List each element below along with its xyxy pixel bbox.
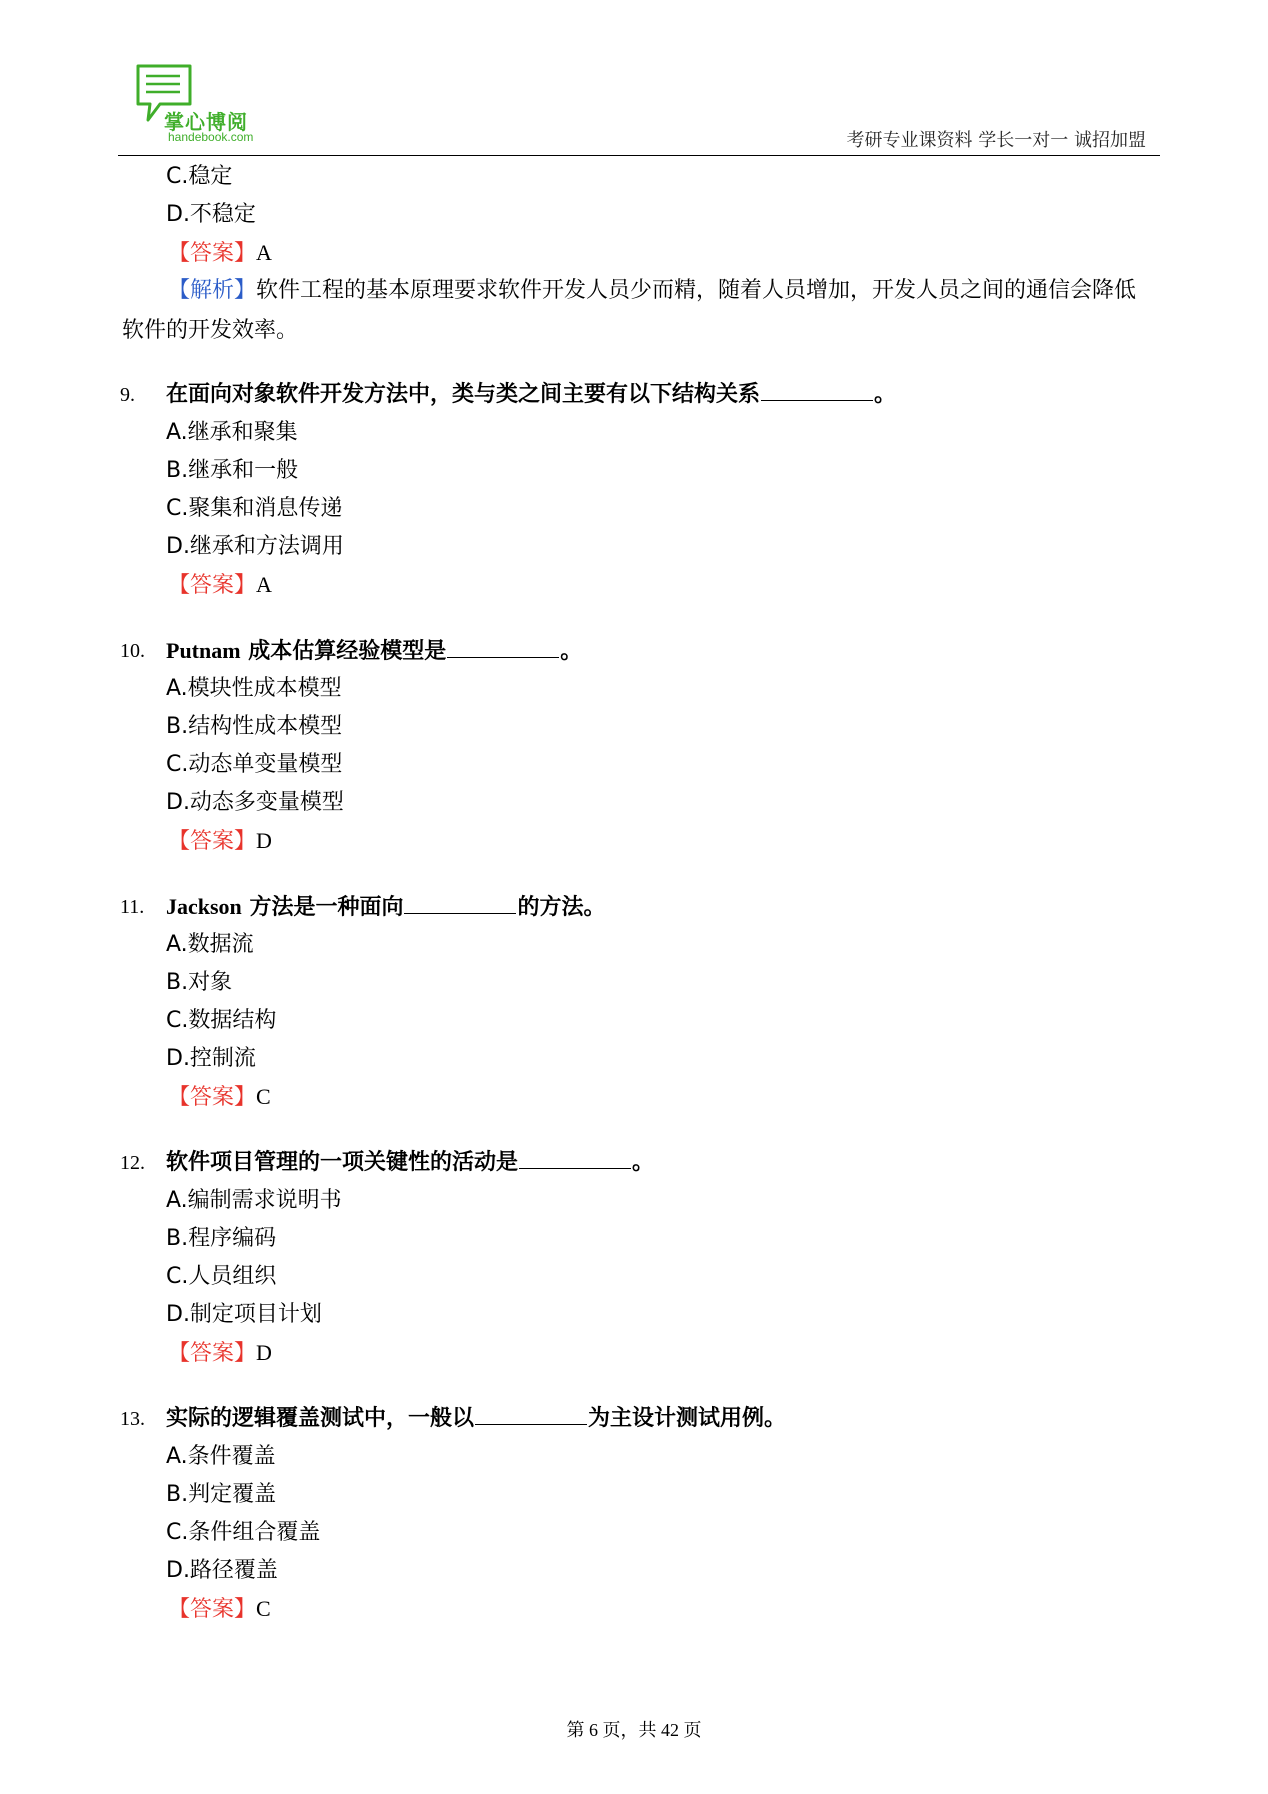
stem-latin-term: Putnam xyxy=(166,638,241,663)
header-divider xyxy=(118,155,1160,156)
option-c: C.聚集和消息传递 xyxy=(166,496,343,521)
answer-tag: 【答案】 xyxy=(168,829,257,854)
stem-text-end: 。 xyxy=(632,1150,655,1175)
answer-value: D xyxy=(256,828,272,853)
option-c: C.动态单变量模型 xyxy=(166,752,343,777)
question-number: 12. xyxy=(120,1152,145,1174)
option-a: A.继承和聚集 xyxy=(166,420,298,445)
question-number: 11. xyxy=(120,896,145,918)
option-b: B.继承和一般 xyxy=(166,458,299,483)
question-stem xyxy=(166,380,896,410)
stem-text-end: 。 xyxy=(560,639,583,664)
answer-line xyxy=(168,1338,272,1369)
option-c: C.条件组合覆盖 xyxy=(166,1520,321,1545)
answer-blank xyxy=(404,893,516,914)
answer-blank xyxy=(519,1148,631,1169)
option-a: A.模块性成本模型 xyxy=(166,676,342,701)
option-b: B.对象 xyxy=(166,970,233,995)
answer-tag: 【答案】 xyxy=(168,1597,257,1622)
answer-line xyxy=(168,826,272,857)
answer-blank xyxy=(447,637,559,658)
question-stem xyxy=(166,1404,786,1434)
option-a: A.编制需求说明书 xyxy=(166,1188,342,1213)
logo-brand-text: 掌心博阅 xyxy=(164,110,248,134)
option-d: D.不稳定 xyxy=(166,202,256,227)
option-c: C.人员组织 xyxy=(166,1264,277,1289)
answer-tag: 【答案】 xyxy=(168,573,257,598)
answer-line xyxy=(168,238,272,269)
answer-blank xyxy=(475,1404,587,1425)
option-d: D.继承和方法调用 xyxy=(166,534,344,559)
question-number: 13. xyxy=(120,1408,145,1430)
page-footer: 第 6 页，共 42 页 xyxy=(566,1720,702,1740)
stem-text: 软件项目管理的一项关键性的活动是 xyxy=(166,1150,519,1175)
option-d: D.控制流 xyxy=(166,1046,256,1071)
answer-tag: 【答案】 xyxy=(168,1085,257,1110)
answer-tag: 【答案】 xyxy=(168,1341,257,1366)
question-number: 9. xyxy=(120,384,135,406)
option-c: C.稳定 xyxy=(166,164,233,189)
answer-value: A xyxy=(256,240,272,265)
stem-text-end: 为主设计测试用例。 xyxy=(588,1406,787,1431)
stem-text-end: 。 xyxy=(874,382,897,407)
answer-line xyxy=(168,1594,271,1625)
question-stem xyxy=(166,636,582,667)
stem-text: 在面向对象软件开发方法中，类与类之间主要有以下结构关系 xyxy=(166,382,761,407)
answer-tag: 【答案】 xyxy=(168,241,257,266)
option-b: B.判定覆盖 xyxy=(166,1482,277,1507)
handebook-logo xyxy=(134,62,274,146)
question-number: 10. xyxy=(120,640,145,662)
answer-value: C xyxy=(256,1084,271,1109)
stem-text-end: 的方法。 xyxy=(517,895,606,920)
option-a: A.条件覆盖 xyxy=(166,1444,276,1469)
logo-domain-text: handebook.com xyxy=(168,130,254,144)
stem-latin-term: Jackson xyxy=(166,894,242,919)
option-b: B.程序编码 xyxy=(166,1226,277,1251)
option-b: B.结构性成本模型 xyxy=(166,714,343,739)
option-d: D.制定项目计划 xyxy=(166,1302,322,1327)
stem-text: 方法是一种面向 xyxy=(241,895,404,920)
option-d: D.路径覆盖 xyxy=(166,1558,278,1583)
option-c: C.数据结构 xyxy=(166,1008,277,1033)
answer-blank xyxy=(761,380,873,401)
question-stem xyxy=(166,892,605,923)
question-stem xyxy=(166,1148,654,1178)
answer-line xyxy=(168,1082,271,1113)
analysis-text-continued: 软件的开发效率。 xyxy=(122,318,299,343)
answer-value: A xyxy=(256,572,272,597)
option-a: A.数据流 xyxy=(166,932,254,957)
analysis-tag: 【解析】 xyxy=(168,278,257,303)
option-d: D.动态多变量模型 xyxy=(166,790,344,815)
analysis-text: 软件工程的基本原理要求软件开发人员少而精，随着人员增加，开发人员之间的通信会降低 xyxy=(256,278,1137,303)
answer-line xyxy=(168,570,272,601)
stem-text: 实际的逻辑覆盖测试中，一般以 xyxy=(166,1406,475,1431)
analysis-line xyxy=(168,276,1136,306)
stem-text: 成本估算经验模型是 xyxy=(240,639,447,664)
answer-value: D xyxy=(256,1340,272,1365)
header-slogan: 考研专业课资料 学长一对一 诚招加盟 xyxy=(846,130,1146,151)
answer-value: C xyxy=(256,1596,271,1621)
